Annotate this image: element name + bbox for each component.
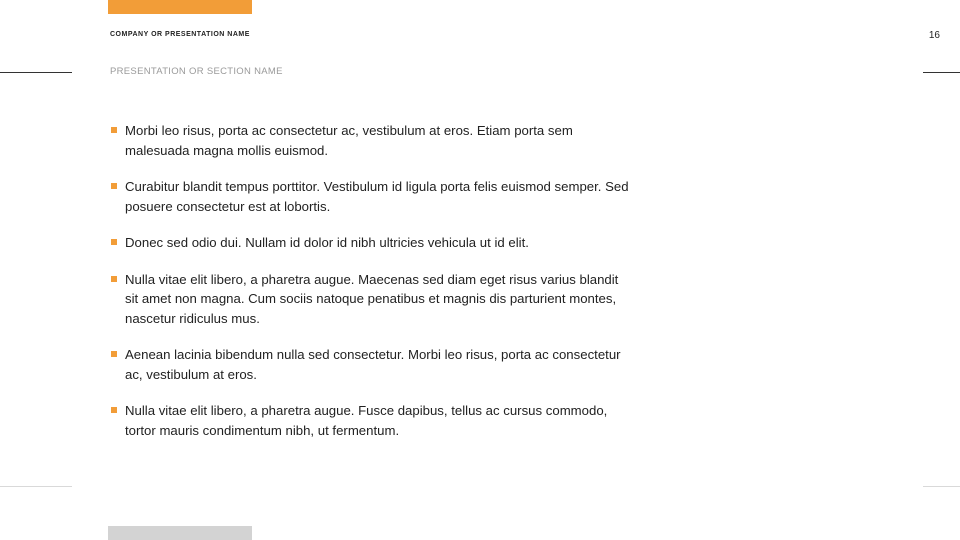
top-accent-bar	[108, 0, 252, 14]
bullet-text: Donec sed odio dui. Nullam id dolor id nibh ultricies vehicula ut id elit.	[125, 235, 529, 250]
bullet-item	[111, 233, 631, 253]
bullet-text: Nulla vitae elit libero, a pharetra augue. Fusce dapibus, tellus ac cursus commodo, tortor mauris condimentum nibh, ut fermentum.	[125, 403, 608, 438]
footer-rule-right	[923, 486, 960, 487]
square-bullet-icon	[111, 183, 117, 189]
square-bullet-icon	[111, 276, 117, 282]
company-name: COMPANY OR PRESENTATION NAME	[110, 31, 250, 38]
header-rule-right	[923, 72, 960, 73]
bullet-text: Nulla vitae elit libero, a pharetra augue. Maecenas sed diam eget risus varius blandit sit amet non magna. Cum sociis natoque penatibus et magnis dis parturient montes, nascetur ridiculus mus.	[125, 271, 619, 326]
bullet-item	[111, 270, 631, 329]
bullet-item	[111, 345, 631, 384]
bottom-footer-bar	[108, 526, 252, 540]
bullet-text: Morbi leo risus, porta ac consectetur ac, vestibulum at eros. Etiam porta sem malesuada magna mollis euismod.	[125, 123, 573, 158]
header-rule-left	[0, 72, 72, 73]
square-bullet-icon	[111, 239, 117, 245]
bullet-text: Aenean lacinia bibendum nulla sed consectetur. Morbi leo risus, porta ac consectetur ac, vestibulum at eros.	[125, 347, 621, 382]
bullet-item	[111, 401, 631, 440]
bullet-item	[111, 121, 631, 160]
bullet-item	[111, 177, 631, 216]
bullet-list	[111, 121, 631, 457]
square-bullet-icon	[111, 351, 117, 357]
section-name: PRESENTATION OR SECTION NAME	[110, 66, 283, 77]
square-bullet-icon	[111, 127, 117, 133]
bullet-text: Curabitur blandit tempus porttitor. Vestibulum id ligula porta felis euismod semper. Sed posuere consectetur est at lobortis.	[125, 179, 629, 214]
footer-rule-left	[0, 486, 72, 487]
page-number: 16	[928, 30, 940, 41]
square-bullet-icon	[111, 407, 117, 413]
